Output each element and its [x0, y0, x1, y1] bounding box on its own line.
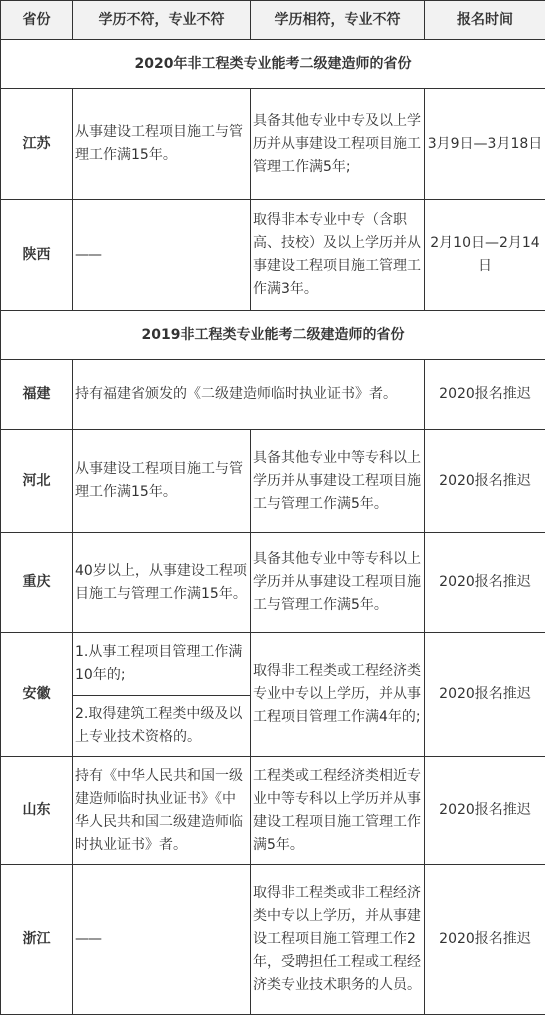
- header-edu-mismatch: 学历不符，专业不符: [73, 1, 251, 40]
- header-row: [1, 1, 545, 40]
- section-row-2019: [1, 311, 545, 360]
- edu-mismatch-cell: 持有《中华人民共和国一级建造师临时执业证书》《中华人民共和国二级建造师临时执业证书》者。: [73, 757, 251, 865]
- province-cell: 福建: [1, 360, 73, 430]
- registration-time-cell: 2020报名推迟: [425, 360, 545, 430]
- section-title-2019: 2019非工程类专业能考二级建造师的省份: [1, 311, 545, 360]
- registration-time-cell: 2020报名推迟: [425, 757, 545, 865]
- table-row: [1, 430, 545, 533]
- table-row: [1, 865, 545, 1015]
- edu-match-cell: 具备其他专业中等专科以上学历并从事建设工程项目施工与管理工作满5年。: [251, 430, 425, 533]
- registration-time-cell: 2020报名推迟: [425, 865, 545, 1015]
- dash-text: ——: [75, 931, 101, 947]
- edu-match-cell: 取得非本专业中专（含职高、技校）及以上学历并从事建设工程项目施工管理工作满3年。: [251, 200, 425, 311]
- province-cell: 安徽: [1, 633, 73, 757]
- registration-time-cell: 2020报名推迟: [425, 533, 545, 633]
- edu-match-cell: 具备其他专业中等专科以上学历并从事建设工程项目施工与管理工作满5年。: [251, 533, 425, 633]
- header-province: 省份: [1, 1, 73, 40]
- province-cell: 江苏: [1, 89, 73, 200]
- registration-time-cell: 2020报名推迟: [425, 633, 545, 757]
- edu-mismatch-cell: 1.从事工程项目管理工作满10年的;: [73, 633, 251, 696]
- table-row: [1, 360, 545, 430]
- section-row-2020: [1, 40, 545, 89]
- dash-text: ——: [75, 246, 101, 263]
- table-row: [1, 633, 545, 696]
- edu-match-cell: 具备其他专业中专及以上学历并从事建设工程项目施工管理工作满5年;: [251, 89, 425, 200]
- registration-time-cell: 2020报名推迟: [425, 430, 545, 533]
- edu-mismatch-cell: 从事建设工程项目施工与管理工作满15年。: [73, 89, 251, 200]
- edu-mismatch-cell: 2.取得建筑工程类中级及以上专业技术资格的。: [73, 696, 251, 757]
- table-row: [1, 533, 545, 633]
- registration-time-cell: 3月9日—3月18日: [425, 89, 545, 200]
- edu-mismatch-cell: 从事建设工程项目施工与管理工作满15年。: [73, 430, 251, 533]
- table-row: [1, 89, 545, 200]
- section-title-2020: 2020年非工程类专业能考二级建造师的省份: [1, 40, 545, 89]
- province-cell: 陕西: [1, 200, 73, 311]
- table-row: [1, 757, 545, 865]
- merged-requirement-cell: 持有福建省颁发的《二级建造师临时执业证书》者。: [73, 360, 425, 430]
- registration-time-cell: 2月10日—2月14日: [425, 200, 545, 311]
- province-cell: 河北: [1, 430, 73, 533]
- province-cell: 重庆: [1, 533, 73, 633]
- header-edu-match: 学历相符，专业不符: [251, 1, 425, 40]
- edu-mismatch-cell: [73, 865, 251, 1015]
- edu-mismatch-cell: [73, 200, 251, 311]
- edu-match-cell: 取得非工程类或非工程经济类中专以上学历，并从事建设工程项目施工管理工作2年，受聘担任工程或工程经济类专业技术职务的人员。: [251, 865, 425, 1015]
- edu-match-cell: 取得非工程类或工程经济类专业中专以上学历，并从事工程项目管理工作满4年的;: [251, 633, 425, 757]
- edu-mismatch-cell: 40岁以上，从事建设工程项目施工与管理工作满15年。: [73, 533, 251, 633]
- edu-match-cell: 工程类或工程经济类相近专业中等专科以上学历并从事建设工程项目施工管理工作满5年。: [251, 757, 425, 865]
- province-cell: 浙江: [1, 865, 73, 1015]
- header-registration-time: 报名时间: [425, 1, 545, 40]
- province-cell: 山东: [1, 757, 73, 865]
- table-row: [1, 200, 545, 311]
